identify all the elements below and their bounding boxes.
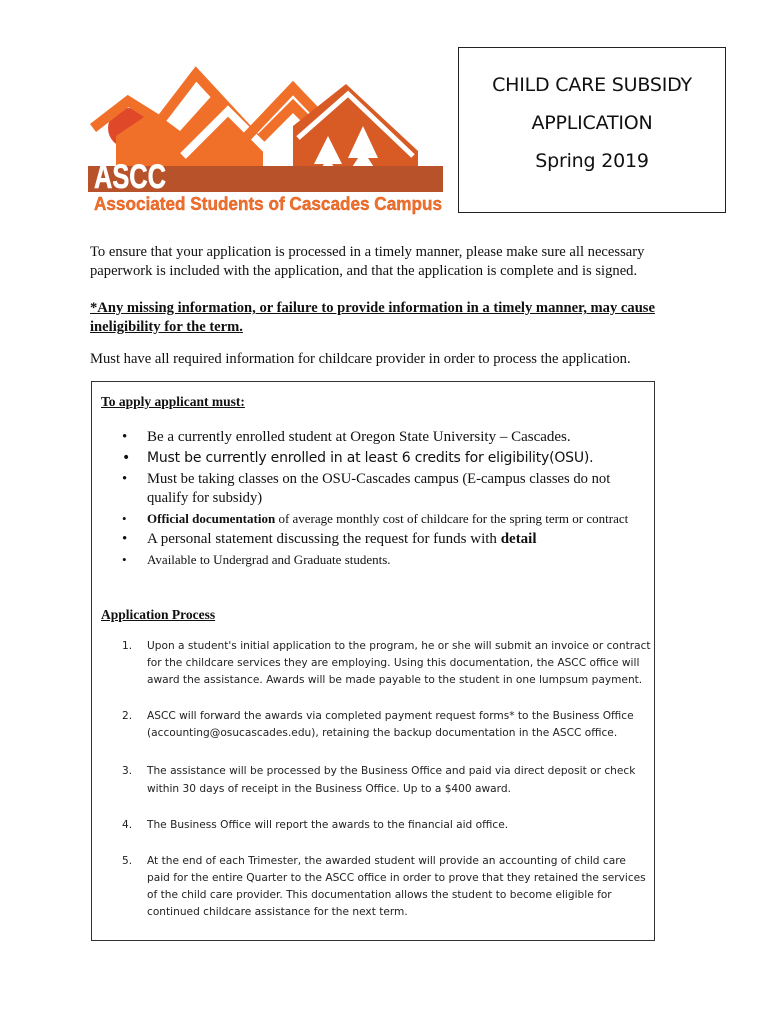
bullet-icon: •	[122, 531, 128, 547]
ascc-logo	[88, 66, 448, 216]
bullet-icon: •	[122, 552, 127, 567]
title-line-3: Spring 2019	[535, 150, 649, 172]
intro-paragraph: To ensure that your application is processed in a timely manner, please make sure all necessary paperwork is included with the application, and that the application is complete and is signed.	[90, 244, 645, 279]
logo-name: Associated Students of Cascades Campus	[94, 194, 442, 214]
list-item: • Available to Undergrad and Graduate students.	[122, 552, 391, 567]
title-line-2: APPLICATION	[531, 112, 653, 134]
bullet-icon: •	[122, 471, 128, 487]
bullet-icon: •	[122, 511, 127, 526]
logo-acronym: ASCC	[94, 158, 166, 196]
title-box	[458, 47, 726, 213]
must-have-paragraph: Must have all required information for childcare provider in order to process the application.	[90, 351, 631, 367]
list-item: • Official documentation of average monthly cost of childcare for the spring term or contract	[122, 511, 629, 526]
requirements-list	[122, 427, 642, 570]
requirements-heading: To apply applicant must:	[101, 394, 245, 409]
process-heading: Application Process	[101, 607, 216, 622]
bullet-icon: •	[122, 450, 131, 466]
list-item: 5. At the end of each Trimester, the awarded student will provide an accounting of child care paid for the entire Quarter to the ASCC office in order to prove that they retained the services of the child care provider. This documentation allows the student to become eligible for continued childcare assistance for the next term.	[122, 855, 646, 918]
bullet-icon: •	[122, 429, 128, 445]
warning-paragraph: *Any missing information, or failure to provide information in a timely manner, may cause ineligibility for the term.	[90, 300, 655, 335]
list-item: • Must be currently enrolled in at least 6 credits for eligibility(OSU).	[122, 450, 594, 466]
list-item: 2. ASCC will forward the awards via completed payment request forms* to the Business Office (accounting@osucascades.edu), retaining the backup documentation in the ASCC office.	[122, 710, 634, 739]
list-item: 4. The Business Office will report the awards to the financial aid office.	[122, 819, 509, 831]
process-steps	[122, 638, 652, 921]
list-item: • Be a currently enrolled student at Oregon State University – Cascades.	[122, 429, 571, 445]
title-line-1: CHILD CARE SUBSIDY	[492, 74, 692, 96]
list-item: 1. Upon a student's initial application to the program, he or she will submit an invoice or contract for the childcare services they are employing. Using this documentation, the ASCC office will award the assistance. Awards will be made payable to the student in one lumpsum payment.	[122, 640, 651, 686]
list-item: • Must be taking classes on the OSU-Cascades campus (E-campus classes do not qualify for subsidy)	[122, 471, 611, 506]
requirements-box	[91, 381, 655, 941]
list-item: • A personal statement discussing the request for funds with detail	[122, 531, 537, 547]
list-item: 3. The assistance will be processed by the Business Office and paid via direct deposit or check within 30 days of receipt in the Business Office. Up to a $400 award.	[122, 765, 636, 795]
